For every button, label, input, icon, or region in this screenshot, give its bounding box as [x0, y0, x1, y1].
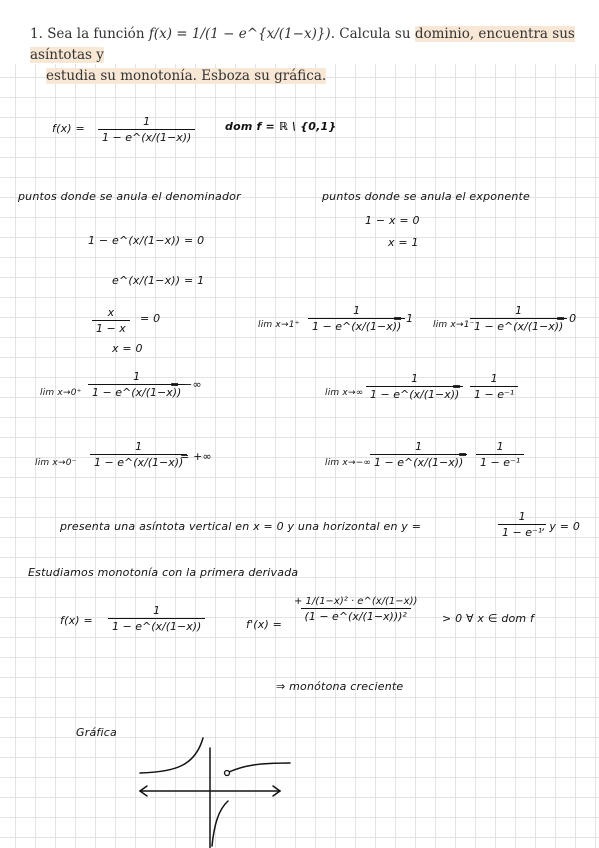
- limit-1-fraction: [308, 304, 405, 333]
- exponent-heading: puntos donde se anula el exponente: [322, 190, 531, 203]
- open-point: [225, 771, 230, 776]
- limit-4-eq: =: [452, 380, 462, 393]
- limit-6-num: 1: [415, 440, 423, 453]
- fx2-label: f(x) =: [60, 614, 93, 627]
- function-sketch: [130, 730, 300, 848]
- derivative-den: (1 − e^(x/(1−x)))²: [301, 608, 411, 623]
- derivative-label: f'(x) =: [246, 618, 283, 631]
- problem-text-a: Sea la función: [47, 26, 149, 42]
- limit-1-den: 1 − e^(x/(1−x)): [308, 318, 405, 333]
- graph-label: Gráfica: [76, 726, 117, 739]
- limit-4-result-num: 1: [490, 372, 498, 385]
- limit-2-label: lim x→1⁻: [433, 320, 475, 330]
- limit-2-den: 1 − e^(x/(1−x)): [470, 318, 567, 333]
- limit-2-fraction: [470, 304, 567, 333]
- derivative-tail: > 0 ∀ x ∈ dom f: [442, 612, 535, 625]
- limit-6-result-den: 1 − e⁻¹: [476, 454, 524, 469]
- limit-4-label: lim x→∞: [325, 388, 364, 398]
- fx2-fraction: [108, 604, 205, 633]
- fx-den: 1 − e^(x/(1−x)): [98, 129, 195, 144]
- fx-fraction: [98, 115, 195, 144]
- denominator-eq1: 1 − e^(x/(1−x)) = 0: [88, 234, 205, 247]
- denominator-eq4: x = 0: [112, 342, 143, 355]
- limit-5-label: lim x→0⁻: [35, 458, 77, 468]
- limit-3-value: = −∞: [170, 378, 202, 391]
- denominator-eq3-den: 1 − x: [92, 320, 130, 335]
- problem-statement: [30, 24, 595, 87]
- problem-text-b: . Calcula su: [330, 26, 415, 42]
- problem-formula: f(x) = 1/(1 − e^{x/(1−x)}): [148, 26, 331, 42]
- limit-6-den: 1 − e^(x/(1−x)): [370, 454, 467, 469]
- limit-6-result: [476, 440, 524, 469]
- highlight-1: dominio, encuentra sus asíntotas y: [30, 26, 575, 63]
- denominator-eq3-num: x: [107, 306, 115, 319]
- limit-1-value: = 1: [393, 312, 414, 325]
- exponent-eq1: 1 − x = 0: [365, 214, 420, 227]
- highlight-2: estudia su monotonía. Esboza su gráfica.: [46, 68, 327, 84]
- limit-3-den: 1 − e^(x/(1−x)): [88, 384, 185, 399]
- limit-5-den: 1 − e^(x/(1−x)): [90, 454, 187, 469]
- limit-3-num: 1: [133, 370, 141, 383]
- limit-6-label: lim x→−∞: [325, 458, 372, 468]
- limit-6-result-num: 1: [496, 440, 504, 453]
- limit-5-num: 1: [135, 440, 143, 453]
- limit-2-num: 1: [515, 304, 523, 317]
- domain: dom f = ℝ \ {0,1}: [225, 120, 337, 133]
- derivative-fraction: [290, 596, 421, 623]
- asymptote-tail: , y = 0: [542, 520, 581, 533]
- asymptotes-text: presenta una asíntota vertical en x = 0 y una horizontal en y =: [60, 520, 422, 533]
- upper-right-branch: [229, 763, 290, 772]
- fx2-num: 1: [153, 604, 161, 617]
- limit-5-fraction: [90, 440, 187, 469]
- denominator-eq3-rhs: = 0: [140, 312, 161, 325]
- limit-6-fraction: [370, 440, 467, 469]
- fx-label: f(x) =: [52, 122, 85, 135]
- asymptote-den: 1 − e⁻¹: [498, 524, 546, 539]
- lower-right-branch: [212, 801, 228, 846]
- limit-4-den: 1 − e^(x/(1−x)): [366, 386, 463, 401]
- denominator-eq2: e^(x/(1−x)) = 1: [112, 274, 205, 287]
- limit-4-fraction: [366, 372, 463, 401]
- limit-2-value: = 0: [556, 312, 577, 325]
- conclusion: ⇒ monótona creciente: [276, 680, 404, 693]
- limit-4-num: 1: [411, 372, 419, 385]
- upper-left-branch: [140, 738, 203, 773]
- derivative-num: + 1/(1−x)² · e^(x/(1−x)): [294, 596, 418, 607]
- monotonicity-heading: Estudiamos monotonía con la primera derivada: [28, 566, 299, 579]
- limit-4-result-den: 1 − e⁻¹: [470, 386, 518, 401]
- problem-header: [0, 0, 599, 84]
- asymptote-num: 1: [518, 510, 526, 523]
- limit-1-num: 1: [353, 304, 361, 317]
- asymptote-horizontal-value: [498, 510, 546, 539]
- problem-number: 1.: [30, 26, 43, 42]
- denominator-heading: puntos donde se anula el denominador: [18, 190, 241, 203]
- fx-num: 1: [143, 115, 151, 128]
- limit-3-label: lim x→0⁺: [40, 388, 82, 398]
- exponent-eq2: x = 1: [388, 236, 419, 249]
- denominator-eq3: [92, 306, 130, 335]
- limit-5-value: = +∞: [180, 450, 212, 463]
- limit-1-label: lim x→1⁺: [258, 320, 300, 330]
- limit-6-eq: =: [458, 448, 468, 461]
- fx2-den: 1 − e^(x/(1−x)): [108, 618, 205, 633]
- limit-4-result: [470, 372, 518, 401]
